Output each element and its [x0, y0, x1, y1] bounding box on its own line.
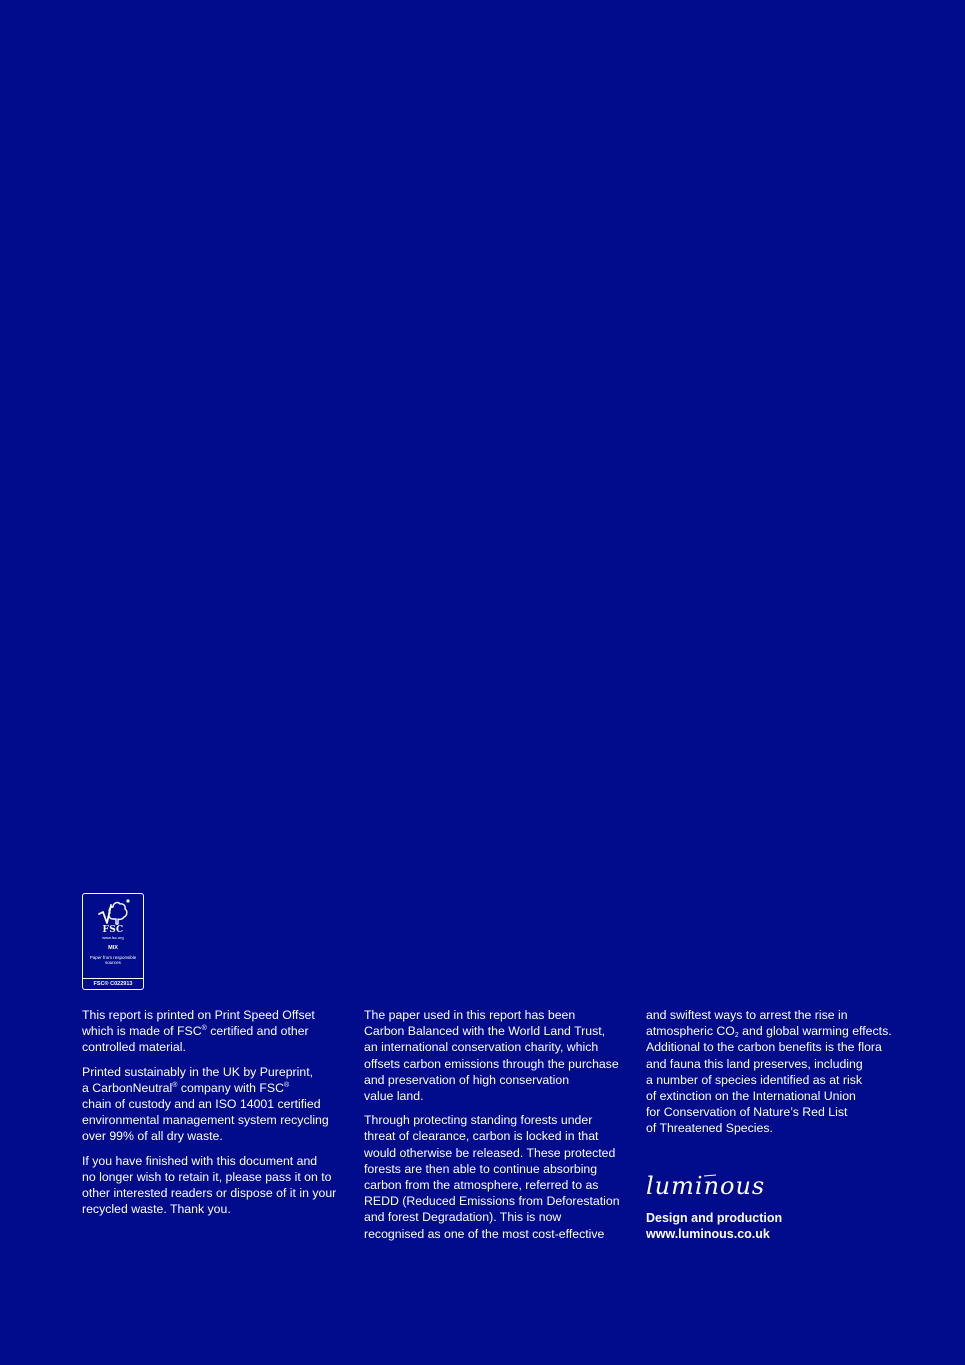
fsc-certification-label: [82, 893, 144, 990]
fsc-brand: FSC: [102, 925, 124, 935]
credit-label: Design and production: [646, 1211, 783, 1225]
fsc-license-code: FSC® C022913: [83, 978, 143, 989]
paragraph-redd: Through protecting standing forests under threat of clearance, carbon is locked in that would otherwise be released. These protected forests are then able to continue absorbing carbon from the atmosphere, referred to as REDD (Reduced Emissions from Deforestation and forest Degradation). This is now recognised as one of the most cost-effective: [364, 1113, 620, 1241]
design-credit: [646, 1210, 782, 1242]
paragraph-world-land-trust: The paper used in this report has been Carbon Balanced with the World Land Trust, an international conservation charity, which offsets carbon emissions through the purchase and preservation of high conservation value land.: [364, 1008, 619, 1104]
paragraph-printer-info: Printed sustainably in the UK by Pureprint, a CarbonNeutral® company with FSC® chain of custody and an ISO 14001 certified environmental management system recycling over 99% of all dry waste.: [82, 1064, 329, 1144]
paragraph-recycle-note: If you have finished with this document and no longer wish to retain it, please pass it on to other interested readers or dispose of it in your recycled waste. Thank you.: [82, 1153, 337, 1217]
paragraph-paper-info: This report is printed on Print Speed Offset which is made of FSC® certified and other controlled material.: [82, 1008, 315, 1055]
luminous-logo: [644, 1172, 796, 1200]
fsc-tree-check-logo: [94, 897, 132, 927]
fsc-mix: MIX: [108, 945, 118, 951]
credit-url[interactable]: www.luminous.co.uk: [646, 1227, 770, 1241]
column-continued: [646, 1007, 916, 1145]
column-print-info: [82, 1007, 354, 1225]
fsc-website: www.fsc.org: [102, 935, 124, 940]
paragraph-species: and swiftest ways to arrest the rise in atmospheric $CO_2$ and global warming effects. Additional to the carbon benefits is the flora and fauna this land preserves, including a number of species identified as at risk of extinction on the International Union for Conservation of Nature’s Red List of Threatened Species.: [646, 1008, 892, 1136]
column-carbon-balanced: [364, 1007, 632, 1250]
svg-text:luminous: luminous: [646, 1172, 766, 1200]
fsc-paper-source: Paper from responsible sources: [89, 955, 137, 965]
